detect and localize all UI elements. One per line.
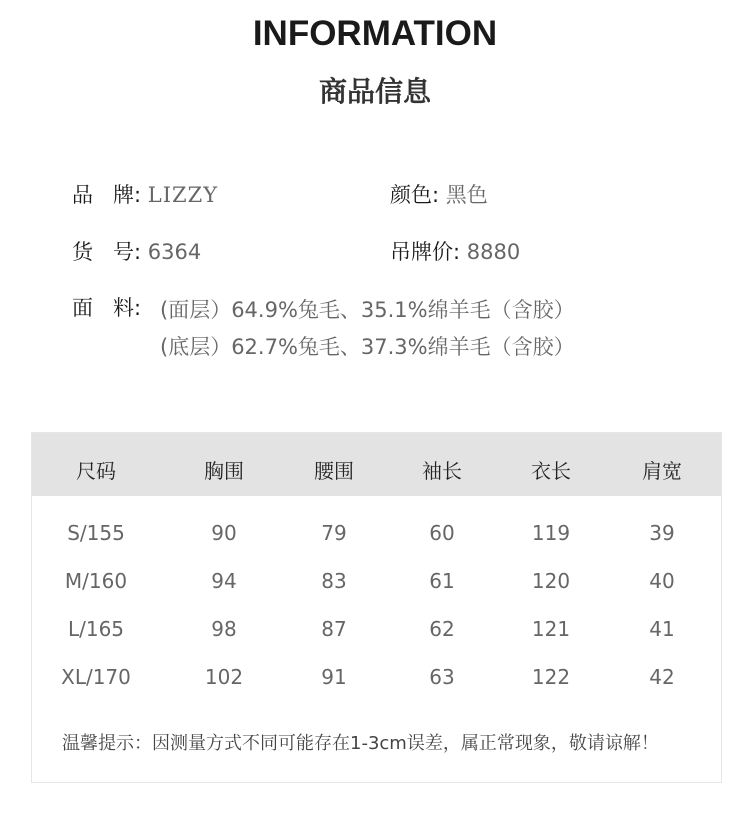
title-en: INFORMATION: [252, 14, 498, 53]
cell-length: 121: [531, 617, 571, 641]
sku-label: 货 号:: [72, 240, 142, 264]
material-label: 面 料:: [72, 296, 142, 320]
material-line-2: (底层）62.7%兔毛、37.3%绵羊毛（含胶）: [160, 335, 575, 359]
table-header: [32, 433, 721, 496]
sku-value: 6364: [147, 240, 202, 264]
cell-length: 122: [531, 665, 571, 689]
brand-row: [72, 179, 218, 209]
cell-shoulder: 42: [649, 665, 675, 689]
title-cn: 商品信息: [318, 75, 431, 108]
cell-size: S/155: [67, 521, 125, 545]
cell-chest: 98: [211, 617, 237, 641]
material-lines: [160, 292, 575, 366]
cell-length: 120: [531, 569, 571, 593]
cell-waist: 83: [321, 569, 347, 593]
header-chest: 胸围: [204, 459, 244, 483]
cell-sleeve: 63: [429, 665, 455, 689]
brand-label: 品 牌:: [72, 183, 142, 207]
color-value: 黑色: [445, 183, 488, 207]
brand-value: LIZZY: [147, 183, 219, 207]
cell-chest: 94: [211, 569, 237, 593]
cell-length: 119: [531, 521, 571, 545]
measurement-note: 温馨提示：因测量方式不同可能存在1-3cm误差，属正常现象，敬请谅解！: [62, 733, 659, 754]
price-value: 8880: [466, 240, 521, 264]
cell-size: M/160: [64, 569, 128, 593]
cell-shoulder: 41: [649, 617, 675, 641]
color-label: 颜色:: [390, 183, 440, 207]
cell-chest: 90: [211, 521, 237, 545]
cell-sleeve: 61: [429, 569, 455, 593]
price-label: 吊牌价:: [390, 240, 461, 264]
header-sleeve: 袖长: [422, 459, 462, 483]
header-length: 衣长: [531, 459, 571, 483]
sku-row: [72, 236, 201, 266]
cell-shoulder: 39: [649, 521, 675, 545]
material-line-1: (面层）64.9%兔毛、35.1%绵羊毛（含胶）: [160, 298, 575, 322]
cell-waist: 91: [321, 665, 347, 689]
cell-waist: 87: [321, 617, 347, 641]
header-waist: 腰围: [314, 459, 354, 483]
cell-size: XL/170: [61, 665, 131, 689]
price-row: [390, 236, 520, 266]
cell-sleeve: 60: [429, 521, 455, 545]
header-size: 尺码: [76, 459, 116, 483]
color-row: [390, 179, 488, 209]
cell-shoulder: 40: [649, 569, 675, 593]
cell-chest: 102: [204, 665, 244, 689]
header-shoulder: 肩宽: [642, 459, 682, 483]
cell-size: L/165: [67, 617, 125, 641]
cell-sleeve: 62: [429, 617, 455, 641]
size-table: [31, 432, 722, 783]
cell-waist: 79: [321, 521, 347, 545]
